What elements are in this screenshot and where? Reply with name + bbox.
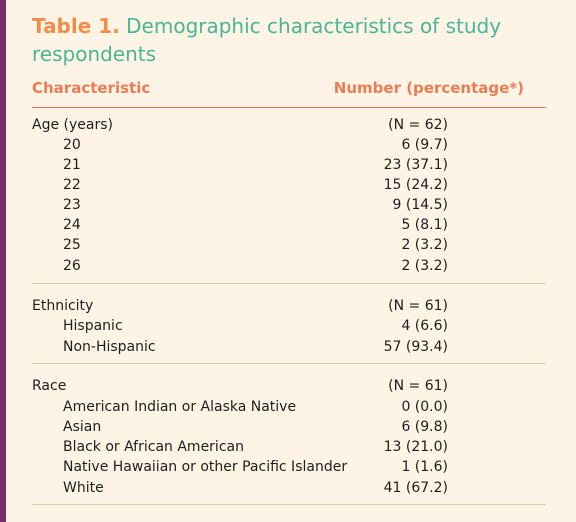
section-row-race bbox=[32, 376, 546, 396]
table-row bbox=[32, 316, 546, 336]
row-label: American Indian or Alaska Native bbox=[63, 399, 297, 415]
section-n: (N = 61) bbox=[388, 298, 448, 314]
section-label: Race bbox=[32, 378, 67, 394]
row-value: 9 (14.5) bbox=[392, 197, 448, 213]
table-row bbox=[32, 457, 546, 477]
row-value: 6 (9.7) bbox=[401, 137, 448, 153]
row-value: 2 (3.2) bbox=[401, 258, 448, 274]
table-row bbox=[32, 175, 546, 195]
left-accent-bar bbox=[0, 0, 6, 522]
row-label: 24 bbox=[63, 217, 81, 233]
row-label: 23 bbox=[63, 197, 81, 213]
row-value: 5 (8.1) bbox=[401, 217, 448, 233]
section-label: Age (years) bbox=[32, 117, 113, 133]
table-row bbox=[32, 478, 546, 498]
section-divider bbox=[32, 363, 546, 364]
table-row bbox=[32, 195, 546, 215]
row-value: 23 (37.1) bbox=[383, 157, 448, 173]
table-row bbox=[32, 417, 546, 437]
row-label: 22 bbox=[63, 177, 81, 193]
row-value: 57 (93.4) bbox=[383, 339, 448, 355]
row-value: 13 (21.0) bbox=[383, 439, 448, 455]
table-title bbox=[32, 12, 552, 68]
row-value: 1 (1.6) bbox=[401, 459, 448, 475]
header-number-percentage: Number (percentage*) bbox=[333, 79, 524, 97]
row-label: Hispanic bbox=[63, 318, 123, 334]
row-label: Black or African American bbox=[63, 439, 244, 455]
table-header bbox=[32, 79, 546, 101]
row-value: 41 (67.2) bbox=[383, 480, 448, 496]
table-row bbox=[32, 256, 546, 276]
section-n: (N = 61) bbox=[388, 378, 448, 394]
row-label: Native Hawaiian or other Pacific Islander bbox=[63, 459, 348, 475]
section-divider bbox=[32, 504, 546, 505]
section-row-ethnicity bbox=[32, 296, 546, 316]
section-n: (N = 62) bbox=[388, 117, 448, 133]
section-divider bbox=[32, 283, 546, 284]
table-row bbox=[32, 135, 546, 155]
table-title-label: Table 1. bbox=[32, 14, 120, 38]
table-title-text: Demographic characteristics of study respondents bbox=[32, 14, 502, 66]
table-row bbox=[32, 337, 546, 357]
table-row bbox=[32, 155, 546, 175]
row-label: 20 bbox=[63, 137, 81, 153]
row-value: 6 (9.8) bbox=[401, 419, 448, 435]
table-row bbox=[32, 437, 546, 457]
table-row bbox=[32, 397, 546, 417]
row-label: 26 bbox=[63, 258, 81, 274]
section-row-age bbox=[32, 115, 546, 135]
section-label: Ethnicity bbox=[32, 298, 94, 314]
row-value: 4 (6.6) bbox=[401, 318, 448, 334]
table-row bbox=[32, 215, 546, 235]
header-characteristic: Characteristic bbox=[32, 79, 151, 97]
row-value: 15 (24.2) bbox=[383, 177, 448, 193]
header-rule bbox=[32, 107, 546, 108]
row-label: 21 bbox=[63, 157, 81, 173]
row-value: 0 (0.0) bbox=[401, 399, 448, 415]
row-label: White bbox=[63, 480, 104, 496]
table-row bbox=[32, 235, 546, 255]
row-label: Non-Hispanic bbox=[63, 339, 156, 355]
row-value: 2 (3.2) bbox=[401, 237, 448, 253]
row-label: 25 bbox=[63, 237, 81, 253]
row-label: Asian bbox=[63, 419, 102, 435]
